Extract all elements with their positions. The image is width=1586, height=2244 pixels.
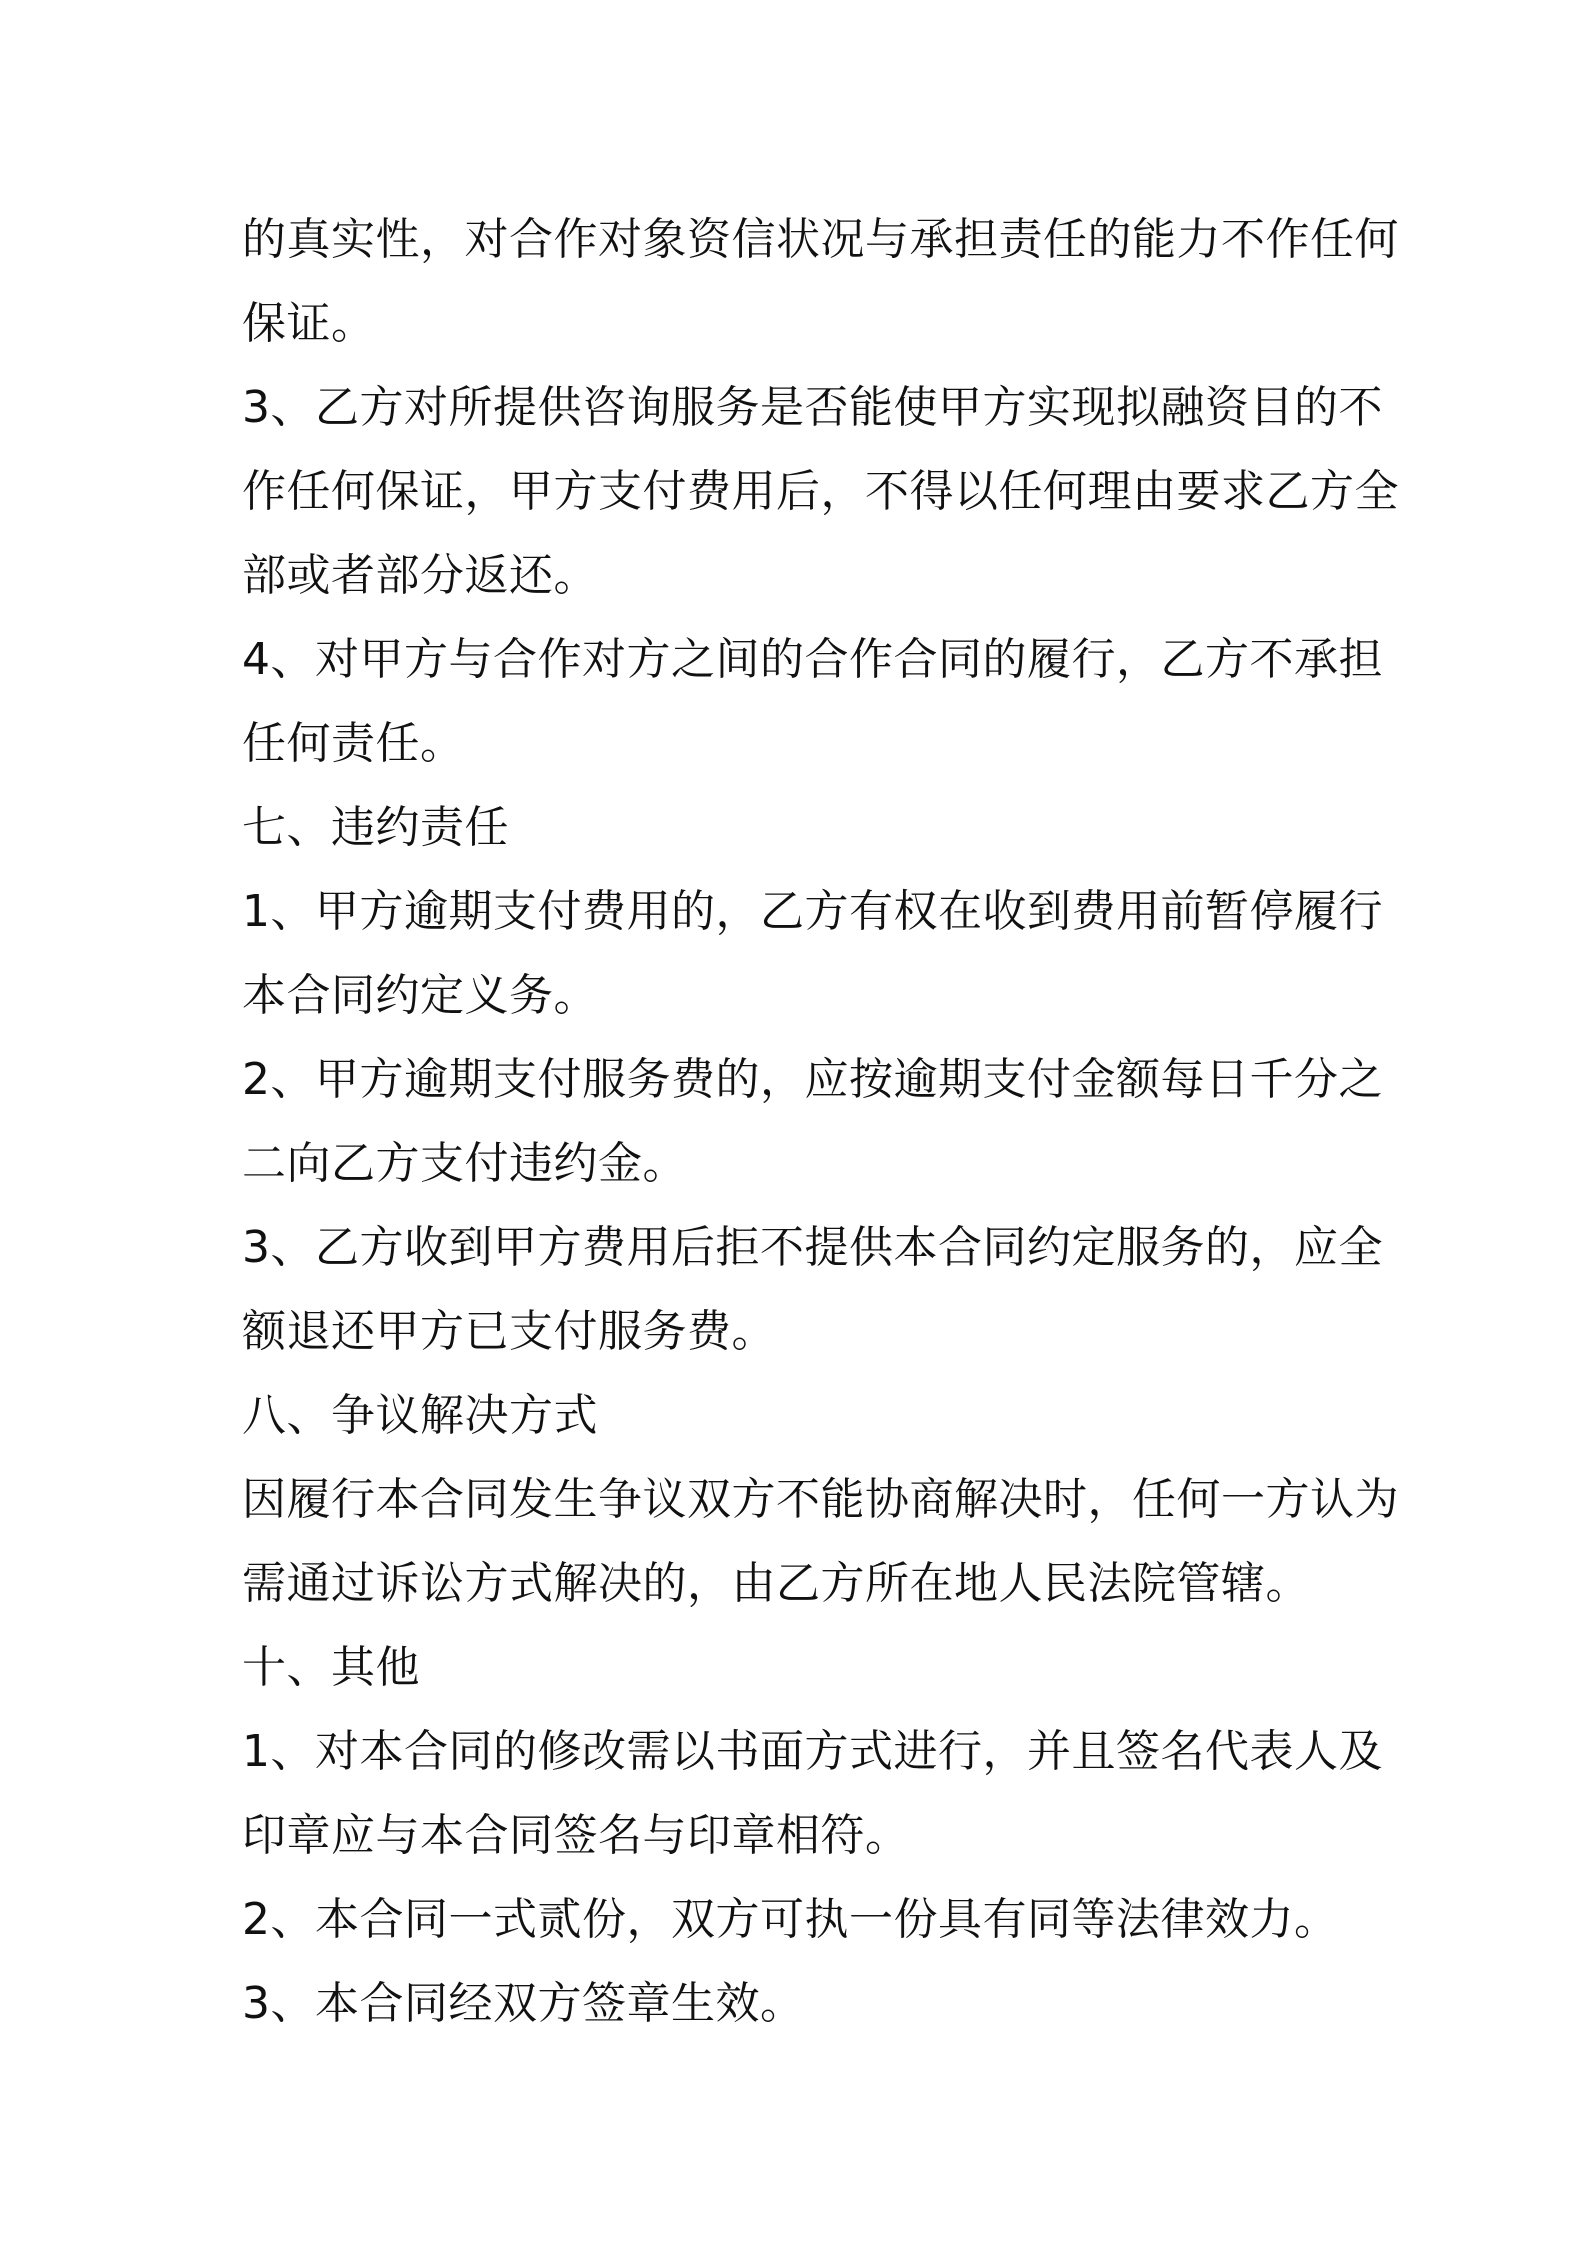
text-line: 需通过诉讼方式解决的，由乙方所在地人民法院管辖。: [242, 1558, 1310, 1609]
section-heading-breach: 七、违约责任: [242, 802, 509, 853]
document-page: [242, 198, 1399, 2046]
dispute-text-line: 因履行本合同发生争议双方不能协商解决时，任何一方认为: [242, 1474, 1399, 1525]
clause-10-3-line: 3、本合同经双方签章生效。: [242, 1978, 805, 2029]
clause-7-1-line: 1、甲方逾期支付费用的，乙方有权在收到费用前暂停履行: [242, 886, 1383, 937]
clause-7-3-line: 3、乙方收到甲方费用后拒不提供本合同约定服务的，应全: [242, 1222, 1383, 1273]
clause-6-4-line: 4、对甲方与合作对方之间的合作合同的履行，乙方不承担: [242, 634, 1383, 685]
text-line: 部或者部分返还。: [242, 550, 598, 601]
text-line: 二向乙方支付违约金。: [242, 1138, 687, 1189]
text-line: 本合同约定义务。: [242, 970, 598, 1021]
text-line: 印章应与本合同签名与印章相符。: [242, 1810, 910, 1861]
text-line: 作任何保证，甲方支付费用后，不得以任何理由要求乙方全: [242, 466, 1399, 517]
section-heading-other: 十、其他: [242, 1642, 420, 1693]
clause-10-2-line: 2、本合同一式贰份，双方可执一份具有同等法律效力。: [242, 1894, 1339, 1945]
clause-6-3-line: 3、乙方对所提供咨询服务是否能使甲方实现拟融资目的不: [242, 382, 1383, 433]
text-line: 任何责任。: [242, 718, 465, 769]
clause-10-1-line: 1、对本合同的修改需以书面方式进行，并且签名代表人及: [242, 1726, 1383, 1777]
clause-7-2-line: 2、甲方逾期支付服务费的，应按逾期支付金额每日千分之: [242, 1054, 1383, 1105]
text-line: 的真实性，对合作对象资信状况与承担责任的能力不作任何: [242, 214, 1399, 265]
text-line: 保证。: [242, 298, 376, 349]
text-line: 额退还甲方已支付服务费。: [242, 1306, 776, 1357]
section-heading-dispute: 八、争议解决方式: [242, 1390, 598, 1441]
